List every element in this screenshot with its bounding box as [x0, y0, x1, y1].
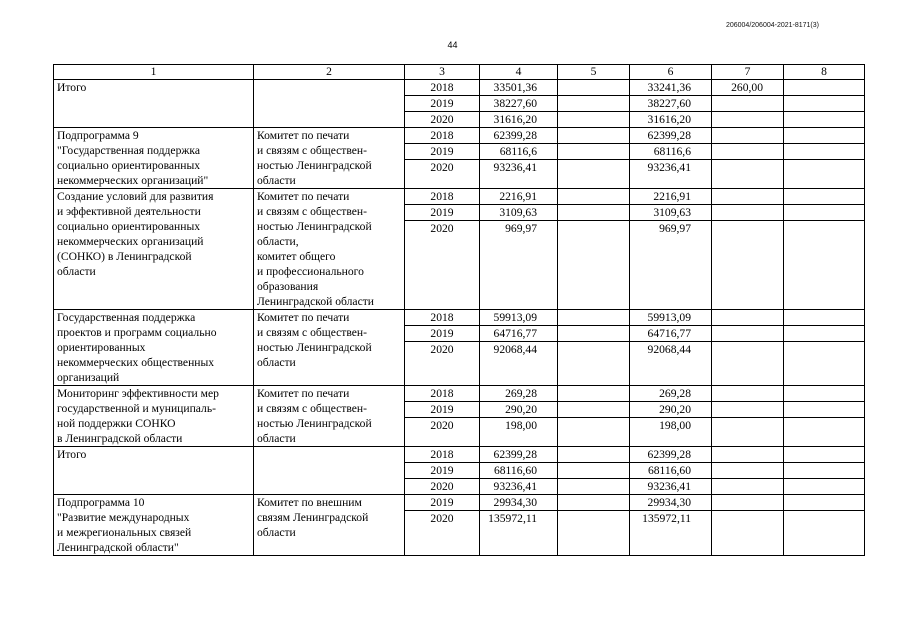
local-budget-cell	[712, 418, 784, 447]
item-name-cell	[54, 128, 254, 189]
regional-budget-cell: 62399,28	[630, 447, 712, 463]
regional-budget-cell: 93236,41	[630, 160, 712, 189]
column-number-header: 1	[54, 65, 254, 80]
local-budget-cell	[712, 402, 784, 418]
federal-budget-cell	[558, 495, 630, 511]
year-cell: 2018	[405, 310, 480, 326]
column-number-header: 5	[558, 65, 630, 80]
regional-budget-cell: 62399,28	[630, 128, 712, 144]
local-budget-cell	[712, 326, 784, 342]
executor-line: области,	[257, 235, 299, 248]
local-budget-cell	[712, 479, 784, 495]
regional-budget-cell: 38227,60	[630, 96, 712, 112]
executor-line: Комитет по печати	[257, 129, 350, 142]
regional-budget-cell: 93236,41	[630, 479, 712, 495]
page-number: 44	[447, 40, 458, 50]
executor-line	[257, 540, 401, 555]
total-amount-cell: 93236,41	[480, 160, 558, 189]
federal-budget-cell	[558, 112, 630, 128]
federal-budget-cell	[558, 326, 630, 342]
regional-budget-cell: 2216,91	[630, 189, 712, 205]
table-row	[54, 310, 865, 326]
column-number-header: 4	[480, 65, 558, 80]
column-number-header: 8	[784, 65, 865, 80]
other-sources-cell	[784, 495, 865, 511]
item-name-line: Ленинградской области"	[57, 541, 179, 554]
federal-budget-cell	[558, 386, 630, 402]
item-name-line: социально ориентированных	[57, 220, 201, 233]
item-name-line	[57, 294, 250, 309]
year-cell: 2020	[405, 479, 480, 495]
local-budget-cell	[712, 112, 784, 128]
year-cell: 2019	[405, 326, 480, 342]
federal-budget-cell	[558, 80, 630, 96]
total-amount-cell: 969,97	[480, 221, 558, 310]
year-cell: 2019	[405, 495, 480, 511]
table-row	[54, 447, 865, 463]
other-sources-cell	[784, 144, 865, 160]
federal-budget-cell	[558, 221, 630, 310]
executor-cell	[254, 386, 405, 447]
executor-line: комитет общего	[257, 250, 336, 263]
total-amount-cell: 31616,20	[480, 112, 558, 128]
table-row	[54, 128, 865, 144]
column-number-header: 6	[630, 65, 712, 80]
executor-line: Комитет по печати	[257, 311, 350, 324]
item-name-cell	[54, 189, 254, 310]
executor-line	[257, 110, 401, 125]
year-cell: 2019	[405, 96, 480, 112]
executor-line: области	[257, 432, 296, 445]
item-name-line: проектов и программ социально	[57, 326, 217, 339]
total-amount-cell: 29934,30	[480, 495, 558, 511]
executor-line: и связям с обществен-	[257, 205, 367, 218]
item-name-line: Создание условий для развития	[57, 190, 214, 203]
year-cell: 2018	[405, 386, 480, 402]
total-amount-cell: 68116,6	[480, 144, 558, 160]
year-cell: 2019	[405, 402, 480, 418]
executor-cell	[254, 310, 405, 386]
total-amount-cell: 59913,09	[480, 310, 558, 326]
federal-budget-cell	[558, 96, 630, 112]
item-name-line: государственной и муниципаль-	[57, 402, 216, 415]
column-number-header: 2	[254, 65, 405, 80]
year-cell: 2019	[405, 463, 480, 479]
item-name-line	[57, 110, 250, 125]
total-amount-cell: 92068,44	[480, 342, 558, 386]
item-name-line	[57, 279, 250, 294]
federal-budget-cell	[558, 310, 630, 326]
other-sources-cell	[784, 479, 865, 495]
local-budget-cell	[712, 342, 784, 386]
item-name-line: некоммерческих организаций	[57, 235, 204, 248]
item-name-line: области	[57, 265, 96, 278]
other-sources-cell	[784, 189, 865, 205]
year-cell: 2018	[405, 447, 480, 463]
item-name-line	[57, 462, 250, 477]
federal-budget-cell	[558, 402, 630, 418]
year-cell: 2020	[405, 342, 480, 386]
item-name-cell	[54, 310, 254, 386]
executor-line: ностью Ленинградской	[257, 417, 372, 430]
local-budget-cell	[712, 205, 784, 221]
item-name-line: Государственная поддержка	[57, 311, 196, 324]
regional-budget-cell: 59913,09	[630, 310, 712, 326]
local-budget-cell	[712, 463, 784, 479]
executor-line: Комитет по печати	[257, 190, 350, 203]
item-name-line: "Государственная поддержка	[57, 144, 200, 157]
total-amount-cell: 135972,11	[480, 511, 558, 556]
regional-budget-cell: 68116,6	[630, 144, 712, 160]
other-sources-cell	[784, 511, 865, 556]
item-name-cell	[54, 386, 254, 447]
executor-line: и связям с обществен-	[257, 326, 367, 339]
other-sources-cell	[784, 128, 865, 144]
local-budget-cell: 260,00	[712, 80, 784, 96]
local-budget-cell	[712, 189, 784, 205]
other-sources-cell	[784, 402, 865, 418]
local-budget-cell	[712, 221, 784, 310]
column-number-header: 3	[405, 65, 480, 80]
item-name-cell	[54, 495, 254, 556]
regional-budget-cell: 92068,44	[630, 342, 712, 386]
executor-line	[257, 370, 401, 385]
other-sources-cell	[784, 463, 865, 479]
other-sources-cell	[784, 112, 865, 128]
local-budget-cell	[712, 495, 784, 511]
executor-line: ностью Ленинградской	[257, 220, 372, 233]
total-amount-cell: 62399,28	[480, 447, 558, 463]
year-cell: 2019	[405, 205, 480, 221]
executor-line: области	[257, 526, 296, 539]
local-budget-cell	[712, 386, 784, 402]
item-name-line: Подпрограмма 9	[57, 129, 139, 142]
item-name-line	[57, 477, 250, 492]
local-budget-cell	[712, 447, 784, 463]
other-sources-cell	[784, 96, 865, 112]
local-budget-cell	[712, 96, 784, 112]
regional-budget-cell: 31616,20	[630, 112, 712, 128]
other-sources-cell	[784, 310, 865, 326]
executor-line: области	[257, 356, 296, 369]
item-name-line: (СОНКО) в Ленинградской	[57, 250, 192, 263]
executor-line	[257, 462, 401, 477]
federal-budget-cell	[558, 189, 630, 205]
executor-cell	[254, 447, 405, 495]
federal-budget-cell	[558, 342, 630, 386]
executor-line	[257, 80, 401, 95]
executor-cell	[254, 189, 405, 310]
total-amount-cell: 64716,77	[480, 326, 558, 342]
year-cell: 2020	[405, 221, 480, 310]
year-cell: 2018	[405, 189, 480, 205]
item-name-line: Итого	[57, 81, 87, 94]
item-name-line: ной поддержки СОНКО	[57, 417, 176, 430]
item-name-line: социально ориентированных	[57, 159, 201, 172]
item-name-line: некоммерческих организаций"	[57, 174, 209, 187]
regional-budget-cell: 269,28	[630, 386, 712, 402]
local-budget-cell	[712, 144, 784, 160]
federal-budget-cell	[558, 479, 630, 495]
total-amount-cell: 33501,36	[480, 80, 558, 96]
item-name-line: и эффективной деятельности	[57, 205, 201, 218]
item-name-line: организаций	[57, 371, 120, 384]
other-sources-cell	[784, 160, 865, 189]
executor-line	[257, 447, 401, 462]
budget-table	[53, 64, 865, 556]
table-row	[54, 386, 865, 402]
executor-line: Ленинградской области	[257, 295, 374, 308]
item-name-line: Подпрограмма 10	[57, 496, 145, 509]
regional-budget-cell: 64716,77	[630, 326, 712, 342]
year-cell: 2018	[405, 80, 480, 96]
regional-budget-cell: 29934,30	[630, 495, 712, 511]
other-sources-cell	[784, 326, 865, 342]
executor-line: образования	[257, 280, 319, 293]
regional-budget-cell: 68116,60	[630, 463, 712, 479]
item-name-line	[57, 95, 250, 110]
executor-line	[257, 477, 401, 492]
local-budget-cell	[712, 160, 784, 189]
local-budget-cell	[712, 511, 784, 556]
other-sources-cell	[784, 386, 865, 402]
executor-line: и связям с обществен-	[257, 402, 367, 415]
total-amount-cell: 93236,41	[480, 479, 558, 495]
year-cell: 2019	[405, 144, 480, 160]
table-header-row	[54, 65, 865, 80]
item-name-cell	[54, 447, 254, 495]
executor-cell	[254, 495, 405, 556]
total-amount-cell: 198,00	[480, 418, 558, 447]
other-sources-cell	[784, 418, 865, 447]
table-row	[54, 189, 865, 205]
year-cell: 2020	[405, 160, 480, 189]
federal-budget-cell	[558, 205, 630, 221]
federal-budget-cell	[558, 418, 630, 447]
other-sources-cell	[784, 205, 865, 221]
item-name-line: ориентированных	[57, 341, 146, 354]
federal-budget-cell	[558, 447, 630, 463]
item-name-line: некоммерческих общественных	[57, 356, 215, 369]
total-amount-cell: 269,28	[480, 386, 558, 402]
item-name-line: Итого	[57, 448, 87, 461]
regional-budget-cell: 3109,63	[630, 205, 712, 221]
other-sources-cell	[784, 342, 865, 386]
executor-cell	[254, 80, 405, 128]
total-amount-cell: 62399,28	[480, 128, 558, 144]
year-cell: 2020	[405, 418, 480, 447]
item-name-line: в Ленинградской области	[57, 432, 183, 445]
executor-line: Комитет по внешним	[257, 496, 362, 509]
local-budget-cell	[712, 128, 784, 144]
other-sources-cell	[784, 80, 865, 96]
total-amount-cell: 2216,91	[480, 189, 558, 205]
executor-line: ностью Ленинградской	[257, 341, 372, 354]
executor-line: области	[257, 174, 296, 187]
other-sources-cell	[784, 221, 865, 310]
year-cell: 2018	[405, 128, 480, 144]
document-id: 206004/206004-2021-8171(3)	[725, 22, 819, 29]
executor-line: и связям с обществен-	[257, 144, 367, 157]
item-name-cell	[54, 80, 254, 128]
other-sources-cell	[784, 447, 865, 463]
regional-budget-cell: 135972,11	[630, 511, 712, 556]
executor-line: и профессионального	[257, 265, 364, 278]
regional-budget-cell: 969,97	[630, 221, 712, 310]
item-name-line: "Развитие международных	[57, 511, 190, 524]
executor-cell	[254, 128, 405, 189]
total-amount-cell: 3109,63	[480, 205, 558, 221]
regional-budget-cell: 290,20	[630, 402, 712, 418]
regional-budget-cell: 198,00	[630, 418, 712, 447]
regional-budget-cell: 33241,36	[630, 80, 712, 96]
total-amount-cell: 68116,60	[480, 463, 558, 479]
year-cell: 2020	[405, 511, 480, 556]
item-name-line: и межрегиональных связей	[57, 526, 192, 539]
local-budget-cell	[712, 310, 784, 326]
executor-line: ностью Ленинградской	[257, 159, 372, 172]
column-number-header: 7	[712, 65, 784, 80]
table-row	[54, 495, 865, 511]
federal-budget-cell	[558, 463, 630, 479]
federal-budget-cell	[558, 511, 630, 556]
federal-budget-cell	[558, 144, 630, 160]
federal-budget-cell	[558, 128, 630, 144]
total-amount-cell: 290,20	[480, 402, 558, 418]
item-name-line: Мониторинг эффективности мер	[57, 387, 219, 400]
executor-line	[257, 95, 401, 110]
executor-line: связям Ленинградской	[257, 511, 369, 524]
federal-budget-cell	[558, 160, 630, 189]
total-amount-cell: 38227,60	[480, 96, 558, 112]
executor-line: Комитет по печати	[257, 387, 350, 400]
table-row	[54, 80, 865, 96]
year-cell: 2020	[405, 112, 480, 128]
